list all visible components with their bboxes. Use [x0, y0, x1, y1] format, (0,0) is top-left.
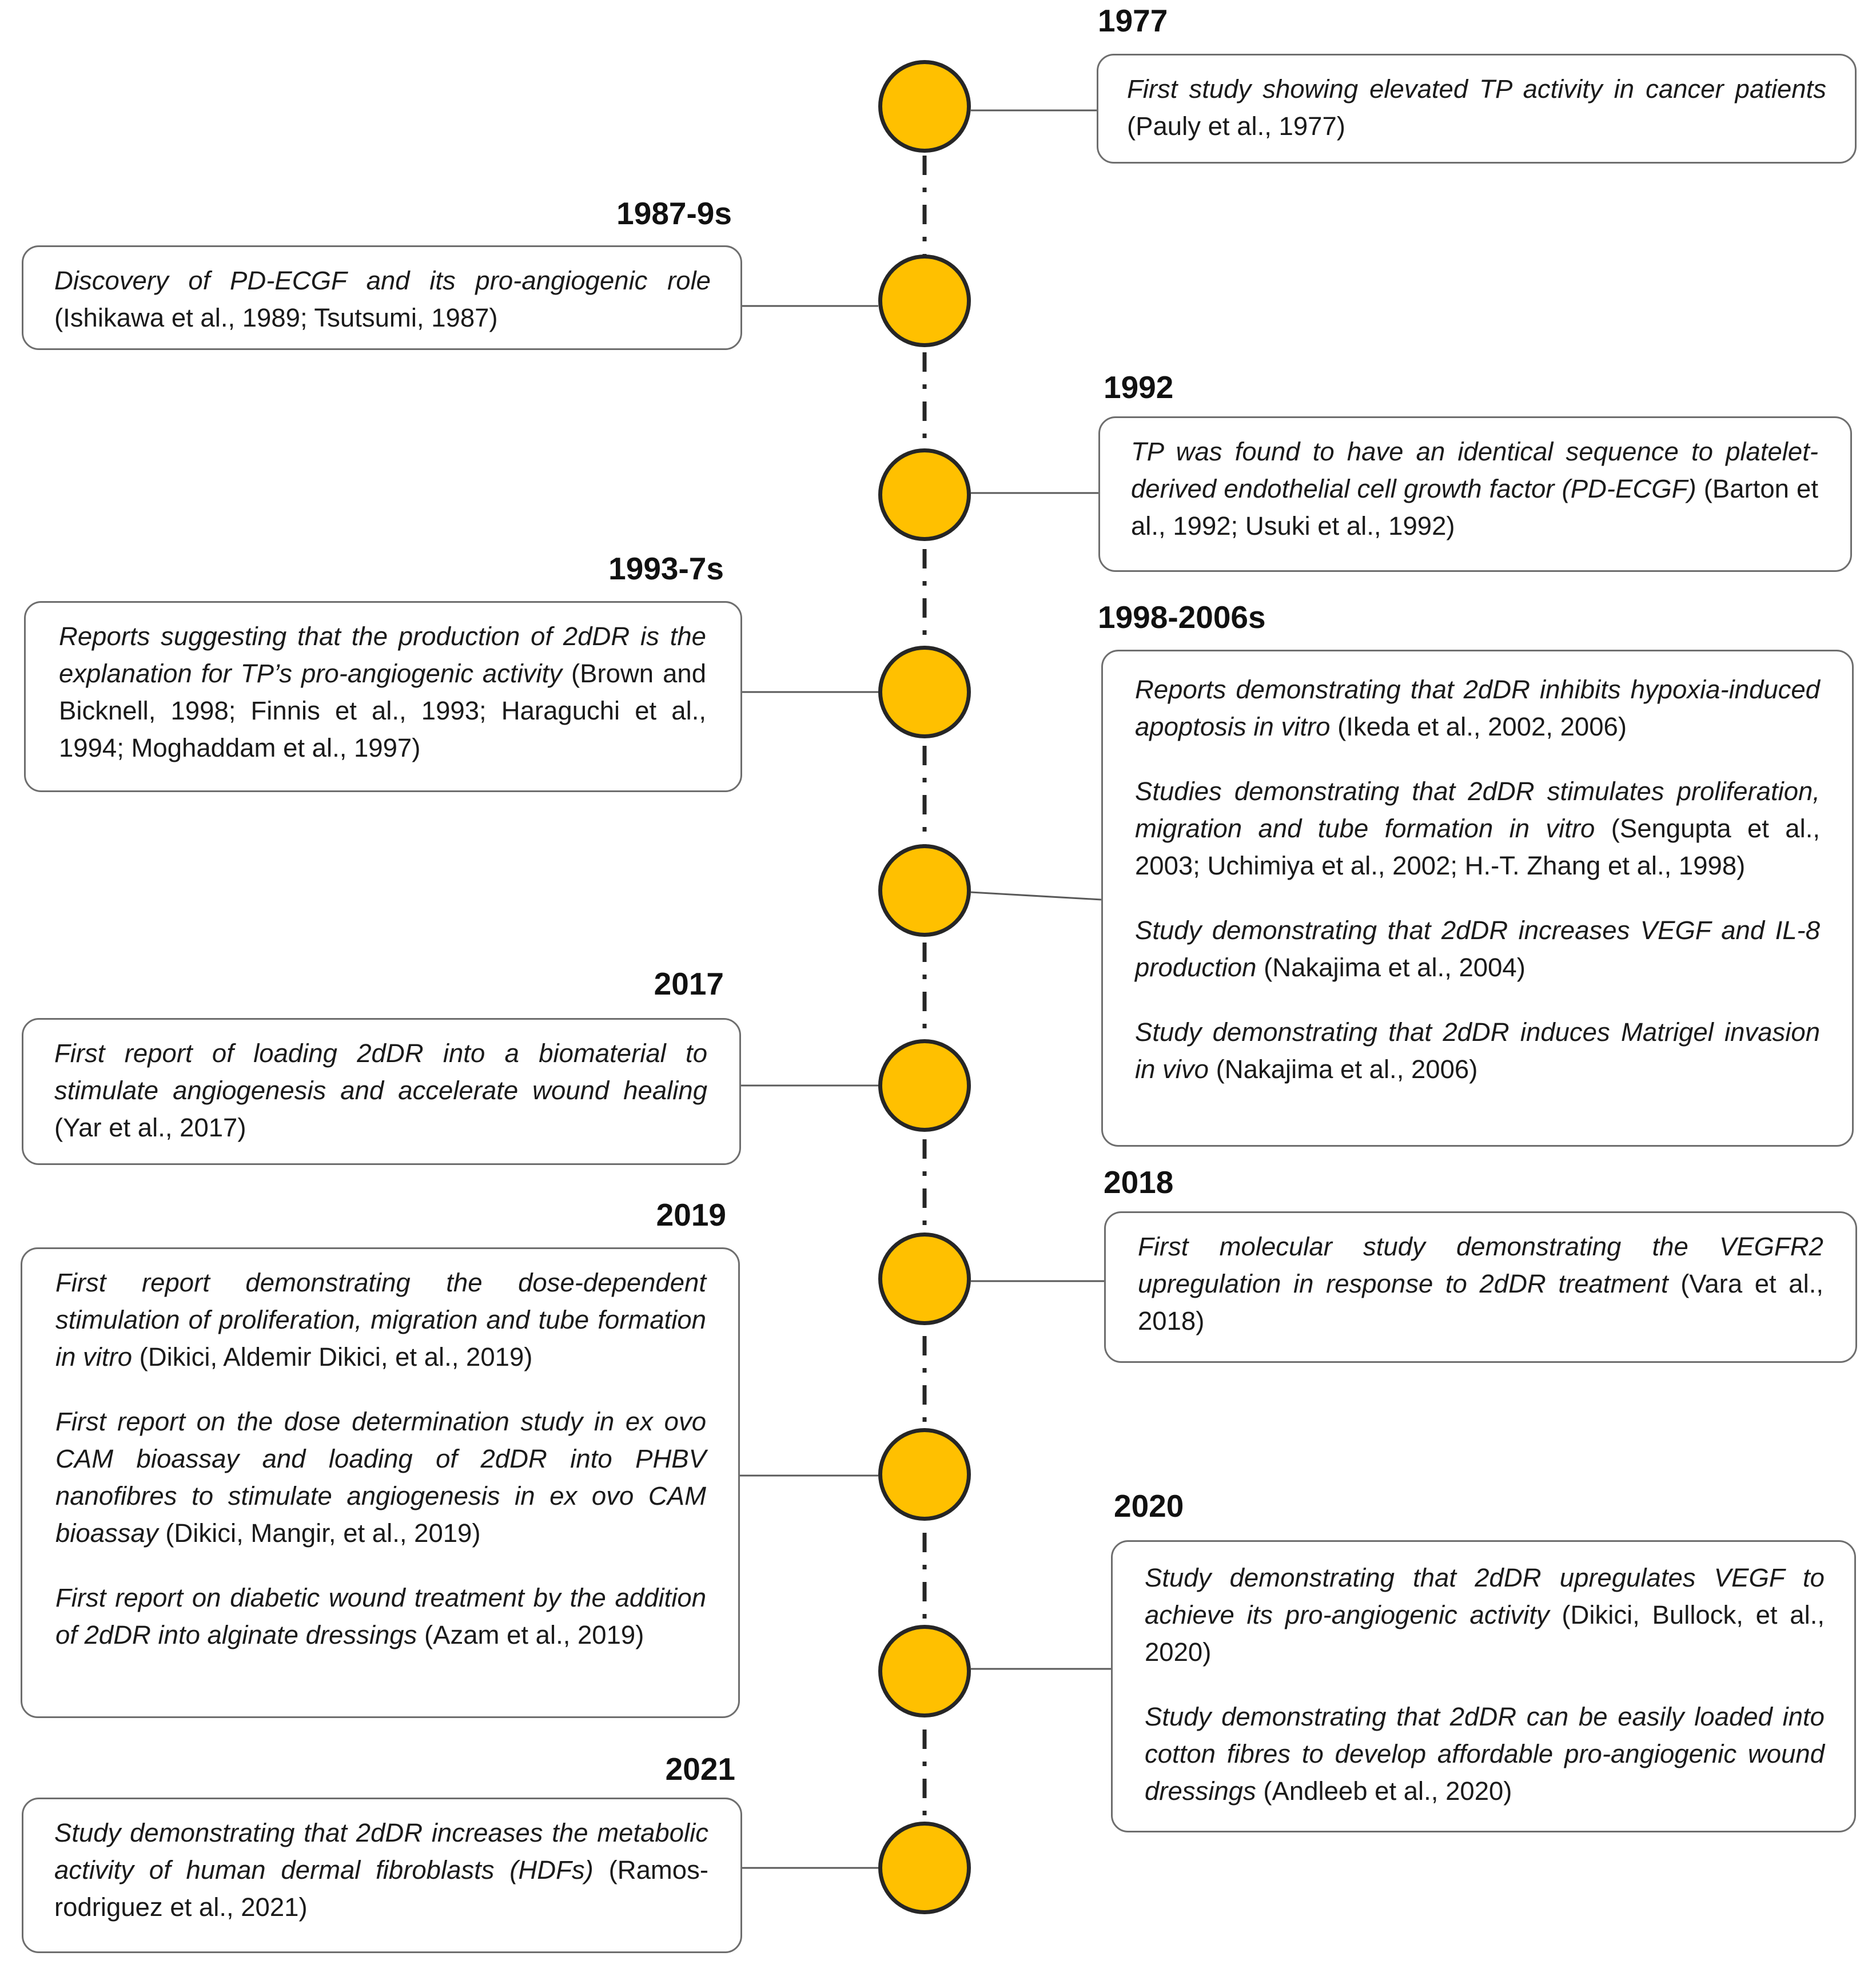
entry-finding: First molecular study demonstrating the VEGFR2 upregulation in response to 2dDR treatment: [1138, 1232, 1823, 1298]
entry-finding: First report of loading 2dDR into a biomaterial to stimulate angiogenesis and accelerate wound healing: [54, 1039, 707, 1105]
event-entry: [55, 1264, 706, 1375]
event-card-2019: [21, 1247, 740, 1718]
year-label-2021: 2021: [665, 1751, 735, 1787]
year-label-1987: 1987-9s: [616, 196, 732, 231]
connector-1998: [971, 892, 1101, 900]
entry-reference: (Barton et al., 1992; Usuki et al., 1992): [1131, 474, 1818, 540]
entry-reference: (Dikici, Aldemir Dikici, et al., 2019): [139, 1342, 533, 1371]
entry-finding: First report demonstrating the dose-dependent stimulation of proliferation, migration and tube formation in vitro: [55, 1268, 706, 1371]
event-card-2021: [22, 1798, 742, 1953]
entry-finding: Reports demonstrating that 2dDR inhibits hypoxia-induced apoptosis in vitro: [1135, 675, 1820, 741]
entry-reference: (Pauly et al., 1977): [1127, 112, 1345, 141]
entry-reference: (Dikici, Mangir, et al., 2019): [165, 1518, 481, 1548]
entry-reference: (Brown and Bicknell, 1998; Finnis et al., 1993; Haraguchi et al., 1994; Moghaddam et al., 1997): [59, 659, 706, 762]
year-label-2020: 2020: [1114, 1488, 1184, 1524]
entry-reference: (Vara et al., 2018): [1138, 1269, 1823, 1335]
timeline-node-2017: [878, 1039, 971, 1132]
entry-finding: TP was found to have an identical sequence to platelet-derived endothelial cell growth factor (PD-ECGF): [1131, 437, 1818, 503]
entry-reference: (Ramos-rodriguez et al., 2021): [54, 1855, 708, 1922]
timeline-node-2020: [878, 1625, 971, 1717]
entry-reference: (Azam et al., 2019): [424, 1620, 644, 1649]
timeline-node-2018: [878, 1232, 971, 1325]
event-card-1992: [1098, 416, 1852, 572]
entry-reference: (Dikici, Bullock, et al., 2020): [1145, 1600, 1825, 1667]
entry-finding: Study demonstrating that 2dDR upregulates VEGF to achieve its pro-angiogenic activity: [1145, 1563, 1825, 1629]
entry-finding: Study demonstrating that 2dDR increases the metabolic activity of human dermal fibroblasts (HDFs): [54, 1818, 708, 1884]
event-entry: [1135, 912, 1820, 986]
timeline-node-1977: [878, 60, 971, 153]
event-card-1987: [22, 245, 742, 350]
entry-finding: Studies demonstrating that 2dDR stimulates proliferation, migration and tube formation in vitro: [1135, 777, 1820, 843]
entry-finding: Study demonstrating that 2dDR can be easily loaded into cotton fibres to develop affordable pro-angiogenic wound dressings: [1145, 1702, 1825, 1806]
event-entry: [54, 1035, 707, 1146]
entry-reference: (Nakajima et al., 2006): [1216, 1055, 1478, 1084]
timeline-node-1998: [878, 844, 971, 937]
timeline-node-2021: [878, 1822, 971, 1914]
event-card-1993: [24, 601, 742, 792]
event-entry: [1145, 1559, 1825, 1671]
year-label-1977: 1977: [1098, 3, 1168, 38]
event-entry: [54, 262, 711, 336]
timeline-node-1992: [878, 448, 971, 541]
event-entry: [59, 618, 706, 766]
entry-finding: Discovery of PD-ECGF and its pro-angiogenic role: [54, 266, 711, 295]
event-entry: [55, 1579, 706, 1653]
timeline-node-1987: [878, 255, 971, 347]
entry-finding: First report on the dose determination study in ex ovo CAM bioassay and loading of 2dDR into PHBV nanofibres to stimulate angiogenesis in ex ovo CAM bioassay: [55, 1407, 706, 1548]
year-label-1993: 1993-7s: [608, 551, 724, 586]
year-label-1992: 1992: [1104, 369, 1174, 405]
event-card-2020: [1111, 1540, 1856, 1832]
event-entry: [1138, 1228, 1823, 1339]
event-card-2018: [1104, 1211, 1857, 1363]
event-entry: [1135, 773, 1820, 884]
entry-reference: (Yar et al., 2017): [54, 1113, 246, 1142]
entry-reference: (Sengupta et al., 2003; Uchimiya et al., 2002; H.-T. Zhang et al., 1998): [1135, 814, 1820, 880]
event-card-1977: [1097, 54, 1857, 164]
entry-finding: Reports suggesting that the production of 2dDR is the explanation for TP’s pro-angiogenic activity: [59, 622, 706, 688]
entry-reference: (Ikeda et al., 2002, 2006): [1337, 712, 1627, 741]
entry-finding: First study showing elevated TP activity in cancer patients: [1127, 74, 1826, 104]
event-entry: [1127, 70, 1826, 145]
event-entry: [1145, 1698, 1825, 1810]
event-entry: [1135, 671, 1820, 745]
entry-finding: Study demonstrating that 2dDR induces Matrigel invasion in vivo: [1135, 1017, 1820, 1084]
entry-finding: First report on diabetic wound treatment by the addition of 2dDR into alginate dressings: [55, 1583, 706, 1649]
year-label-2017: 2017: [654, 966, 724, 1001]
year-label-2019: 2019: [656, 1197, 726, 1232]
event-entry: [1131, 433, 1818, 544]
event-entry: [54, 1814, 708, 1926]
event-entry: [1135, 1013, 1820, 1088]
event-entry: [55, 1403, 706, 1552]
timeline-node-2019: [878, 1428, 971, 1521]
entry-reference: (Andleeb et al., 2020): [1263, 1776, 1512, 1806]
event-card-2017: [22, 1018, 741, 1165]
year-label-2018: 2018: [1104, 1164, 1174, 1200]
entry-finding: Study demonstrating that 2dDR increases VEGF and IL-8 production: [1135, 916, 1820, 982]
year-label-1998: 1998-2006s: [1098, 599, 1266, 635]
entry-reference: (Ishikawa et al., 1989; Tsutsumi, 1987): [54, 303, 498, 332]
entry-reference: (Nakajima et al., 2004): [1264, 953, 1526, 982]
event-card-1998: [1101, 650, 1854, 1147]
timeline-node-1993: [878, 646, 971, 738]
